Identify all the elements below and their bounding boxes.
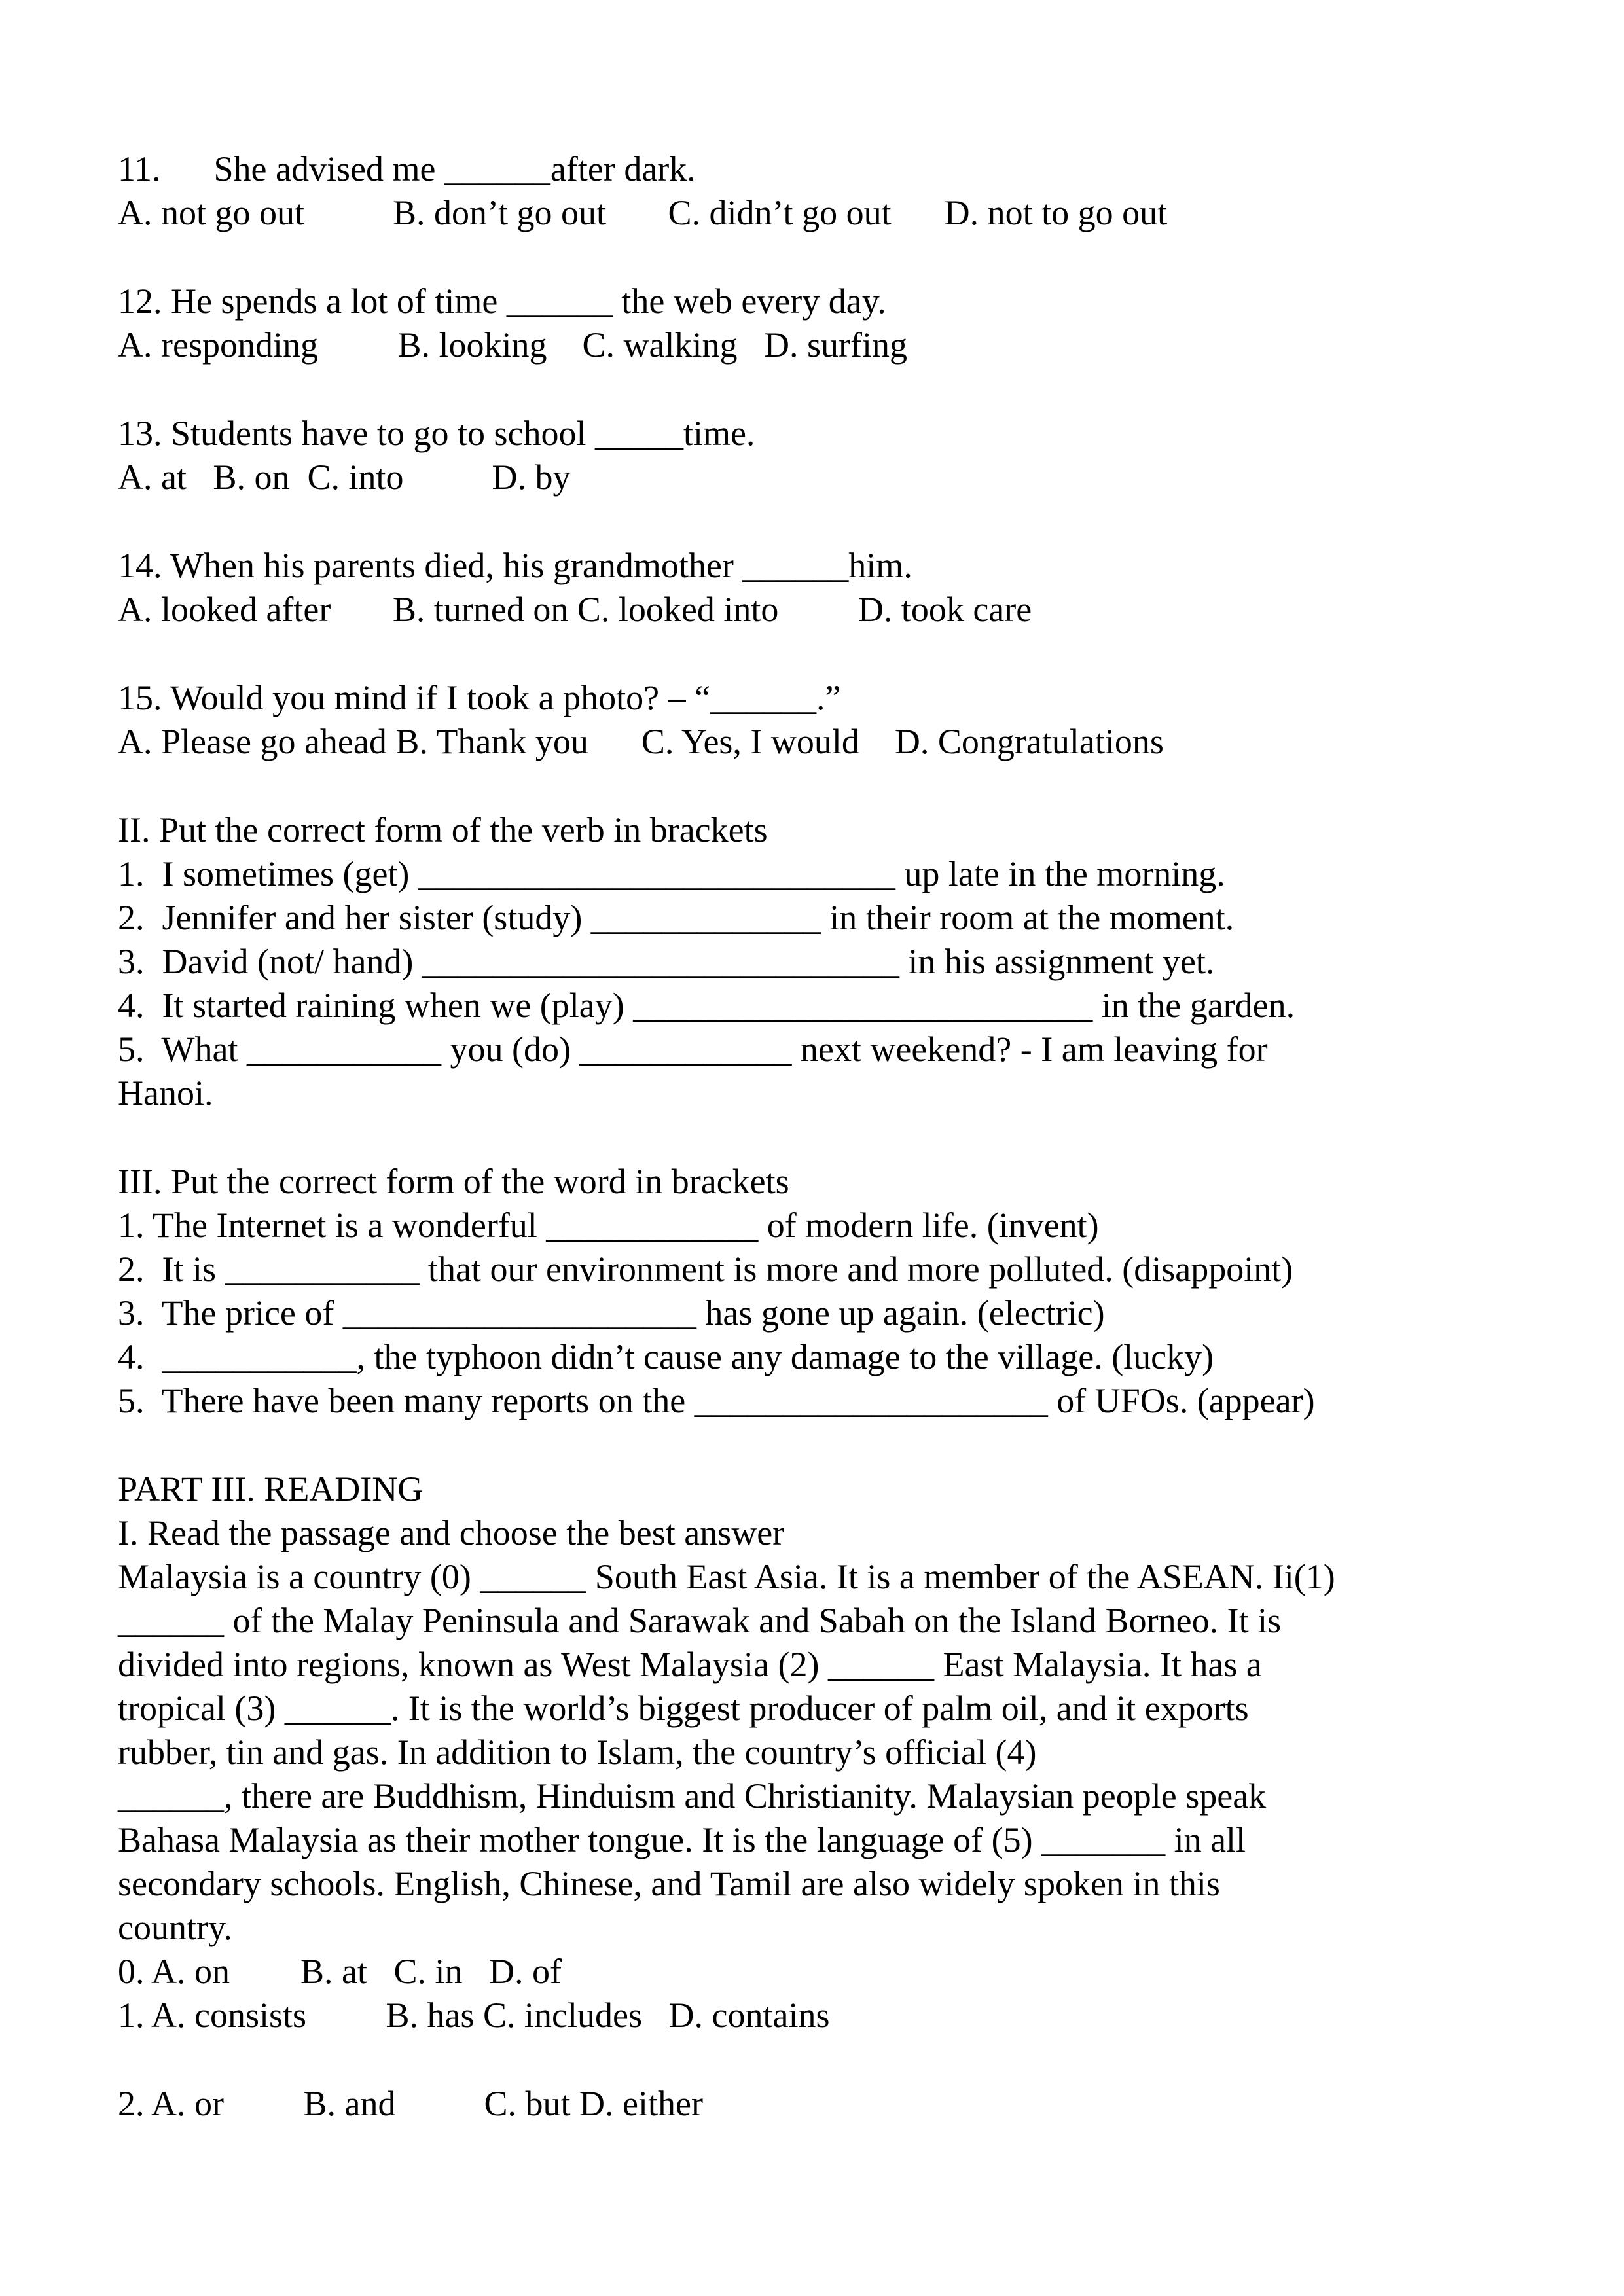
section-3-item: 3. The price of ____________________ has gone up again. (electric) [118, 1293, 1105, 1333]
passage-line: divided into regions, known as West Malaysia (2) ______ East Malaysia. It has a [118, 1645, 1262, 1684]
section-3-item: 4. ___________, the typhoon didn’t cause any damage to the village. (lucky) [118, 1337, 1214, 1376]
passage-line: ______ of the Malay Peninsula and Sarawak and Sabah on the Island Borneo. It is [118, 1601, 1282, 1640]
question-13-options: A. at B. on C. into D. by [118, 457, 571, 497]
question-12-options: A. responding B. looking C. walking D. surfing [118, 325, 907, 365]
passage-line: country. [118, 1908, 232, 1947]
question-12: 12. He spends a lot of time ______ the web every day. [118, 281, 886, 321]
question-13: 13. Students have to go to school _____time. [118, 414, 755, 453]
question-14: 14. When his parents died, his grandmother ______him. [118, 546, 912, 585]
reading-option-1: 1. A. consists B. has C. includes D. contains [118, 1996, 830, 2035]
section-2-item: 1. I sometimes (get) ___________________________ up late in the morning. [118, 854, 1225, 893]
question-11: 11. She advised me ______after dark. [118, 149, 696, 188]
reading-part-heading: PART III. READING [118, 1469, 424, 1509]
passage-line: ______, there are Buddhism, Hinduism and Christianity. Malaysian people speak [118, 1776, 1267, 1816]
question-15: 15. Would you mind if I took a photo? – “______.” [118, 678, 841, 717]
section-2-item: 2. Jennifer and her sister (study) _____________ in their room at the moment. [118, 898, 1235, 937]
section-3-heading: III. Put the correct form of the word in brackets [118, 1162, 789, 1201]
reading-section-heading: I. Read the passage and choose the best answer [118, 1513, 785, 1552]
section-2-item: 5. What ___________ you (do) ____________ next weekend? - I am leaving for [118, 1030, 1268, 1069]
passage-line: tropical (3) ______. It is the world’s biggest producer of palm oil, and it exports [118, 1689, 1249, 1728]
reading-option-2: 2. A. or B. and C. but D. either [118, 2084, 703, 2123]
section-2-item-continued: Hanoi. [118, 1073, 213, 1113]
passage-line: Bahasa Malaysia as their mother tongue. It is the language of (5) _______ in all [118, 1820, 1246, 1859]
section-2-item: 4. It started raining when we (play) __________________________ in the garden. [118, 986, 1295, 1025]
section-2-heading: II. Put the correct form of the verb in brackets [118, 810, 768, 850]
question-11-options: A. not go out B. don’t go out C. didn’t go out D. not to go out [118, 193, 1168, 232]
section-3-item: 1. The Internet is a wonderful ____________ of modern life. (invent) [118, 1206, 1099, 1245]
section-3-item: 5. There have been many reports on the ____________________ of UFOs. (appear) [118, 1381, 1315, 1420]
passage-line: Malaysia is a country (0) ______ South East Asia. It is a member of the ASEAN. Ii(1) [118, 1557, 1335, 1596]
passage-line: secondary schools. English, Chinese, and Tamil are also widely spoken in this [118, 1864, 1220, 1903]
question-15-options: A. Please go ahead B. Thank you C. Yes, I would D. Congratulations [118, 722, 1164, 761]
question-14-options: A. looked after B. turned on C. looked into D. took care [118, 590, 1032, 629]
section-2-item: 3. David (not/ hand) ___________________________ in his assignment yet. [118, 942, 1215, 981]
passage-line: rubber, tin and gas. In addition to Islam, the country’s official (4) [118, 1732, 1037, 1772]
section-3-item: 2. It is ___________ that our environment is more and more polluted. (disappoint) [118, 1249, 1293, 1289]
reading-option-0: 0. A. on B. at C. in D. of [118, 1952, 562, 1991]
